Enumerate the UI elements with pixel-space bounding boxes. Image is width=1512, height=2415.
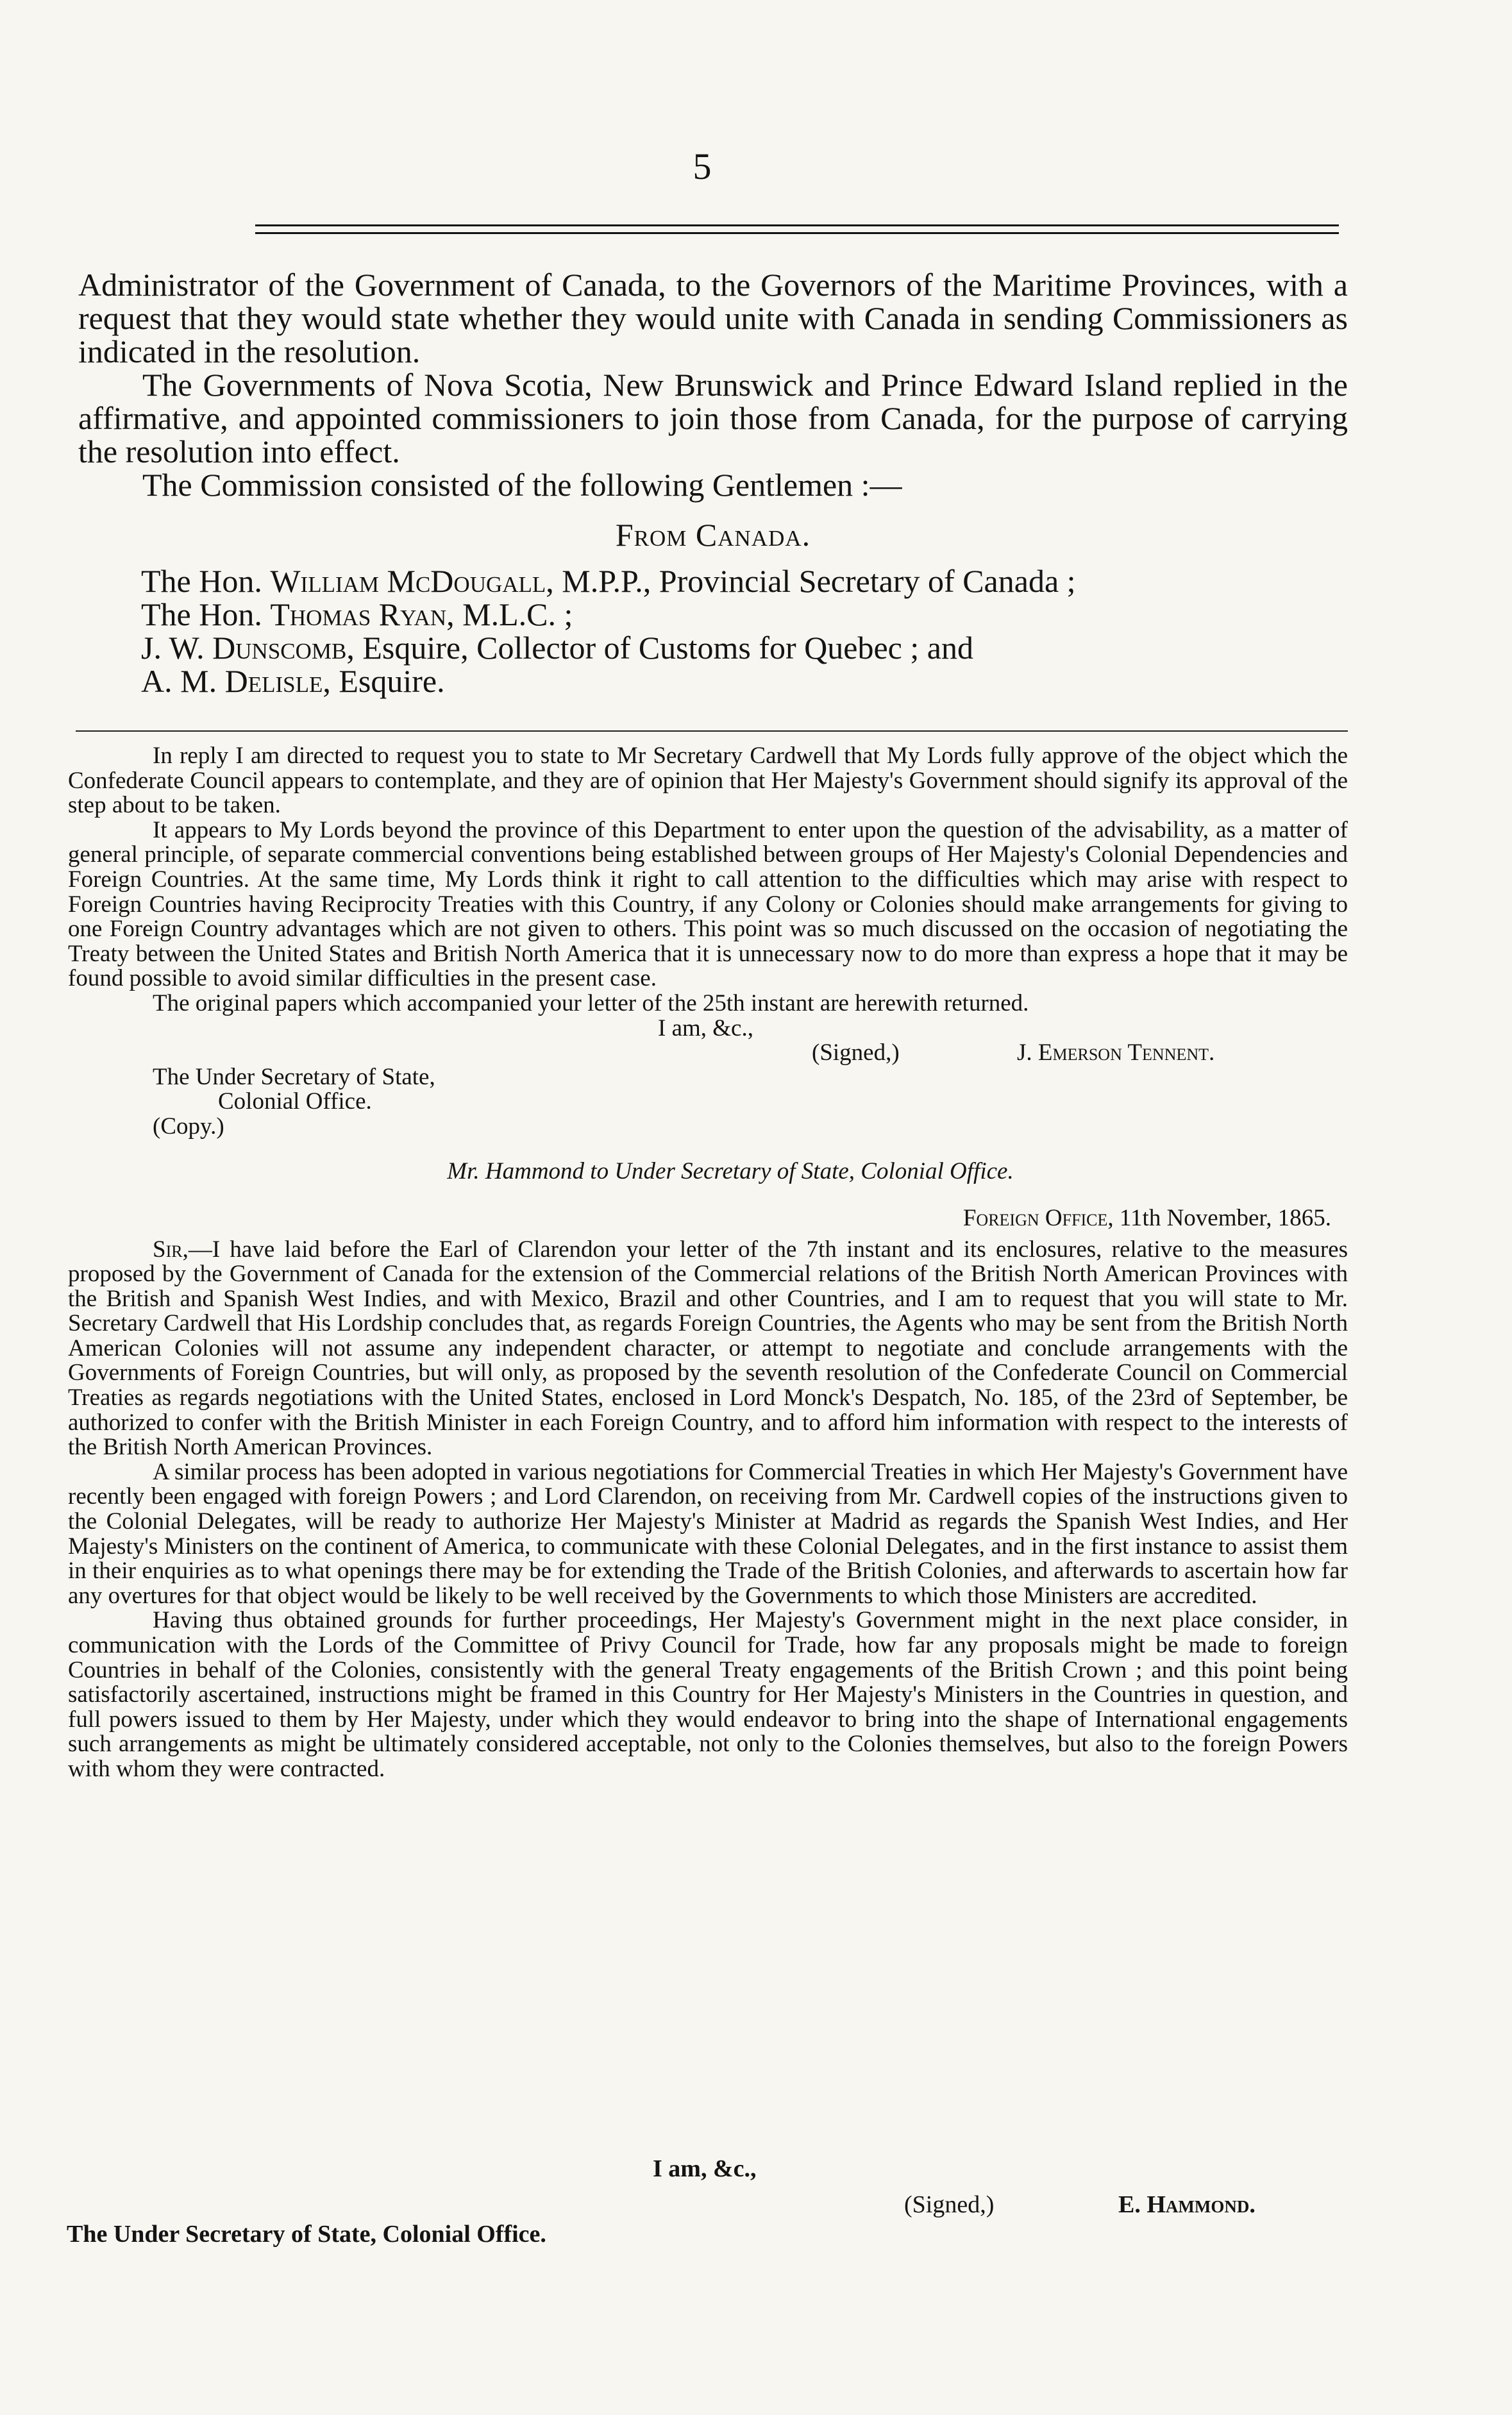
commissioner-entry: The Hon. William McDougall, M.P.P., Provincial Secretary of Canada ; — [141, 563, 1076, 599]
letter-paragraph: A similar process has been adopted in various negotiations for Commercial Treaties in which Her Majesty's Government have recently been engaged with foreign Powers ; and Lord Clarendon, on receiving from Mr. Cardwell copies of the instructions given to the Colonial Delegates, will be ready to authorize Her Majesty's Minister at Madrid as regards the Spanish West Indies, and Her Majesty's Ministers on the continent of America, to communicate with these Colonial Delegates, and in the first instance to assist them in their enquiries as to what openings there may be for extending the Trade of the British Colonies, and afterwards to ascertain how far any overtures for that object would be likely to be well received by the Governments to which those Ministers are accredited. — [68, 1458, 1348, 1609]
narrative-paragraph: The Governments of Nova Scotia, New Brunswick and Prince Edward Island replied in the affirmative, and appointed commissioners to join those from Canada, for the purpose of carrying the resolution into effect. — [78, 367, 1348, 469]
narrative-paragraph: Administrator of the Government of Canada, to the Governors of the Maritime Provinces, with a request that they would state whether they would unite with Canada in sending Commissioners as indicated in the resolution. — [78, 267, 1348, 369]
closing-phrase: I am, &c., — [653, 2155, 757, 2182]
signer-name: J. Emerson Tennent. — [1017, 1039, 1215, 1066]
copy-label: (Copy.) — [153, 1113, 224, 1140]
commissioner-entry: J. W. Dunscomb, Esquire, Collector of Customs for Quebec ; and — [141, 630, 973, 666]
hammond-closing — [0, 2155, 1512, 2251]
salutation: Sir, — [153, 1236, 189, 1263]
signed-label: (Signed,) — [904, 2191, 995, 2218]
signer-name: E. Hammond. — [1118, 2191, 1256, 2218]
section-divider — [76, 730, 1348, 732]
letter-paragraph: Having thus obtained grounds for further proceedings, Her Majesty's Government might in the next place consider, in communication with the Lords of the Committee of Privy Council for Trade, how far any proposals might be made to foreign Countries in behalf of the Colonies, consistently with the general Treaty engagements of the British Crown ; and this point being satisfactorily ascertained, instructions might be framed in this Country for Her Majesty's Ministers in the Countries in question, and full powers issued to them by Her Majesty, under which they would endeavor to bring into the shape of International engagements such arrangements as might be ultimately considered acceptable, not only to the Colonies themselves, but also to the foreign Powers with whom they were contracted. — [68, 1607, 1348, 1782]
commissioner-entry: The Hon. Thomas Ryan, M.L.C. ; — [141, 596, 573, 632]
letter-paragraph: Sir,—I have laid before the Earl of Clarendon your letter of the 7th instant and its enclosures, relative to the measures proposed by the Government of Canada for the extension of the Commercial relations of the British North American Provinces with the British and Spanish West Indies, and with Mexico, Brazil and other Countries, and I am to request that you will state to Mr. Secretary Cardwell that His Lordship concludes that, as regards Foreign Countries, the Agents who may be sent from the British North American Colonies will not assume any independent character, or attempt to negotiate and conclude arrangements with the Governments of Foreign Countries, but will only, as proposed by the seventh resolution of the Confederate Council on Commercial Treaties as regards negotiations with the United States, enclosed in Lord Monck's Despatch, No. 185, of the 23rd of September, be authorized to confer with the British Minister in each Foreign Country, and to afford him information with respect to the interests of the British North American Provinces. — [68, 1236, 1348, 1461]
addressee-line: Colonial Office. — [218, 1088, 372, 1115]
header-double-rule — [255, 224, 1339, 234]
letter-paragraph: The original papers which accompanied your letter of the 25th instant are herewith returned. — [153, 989, 1029, 1016]
correspondence — [68, 744, 1348, 1782]
letter-closing-row — [68, 1016, 1348, 1041]
addressee-line: The Under Secretary of State, — [153, 1063, 435, 1090]
commissioner-entry: A. M. Delisle, Esquire. — [141, 663, 445, 699]
letter-paragraph: In reply I am directed to request you to state to Mr Secretary Cardwell that My Lords fully approve of the object which the Confederate Council appears to contemplate, and they are of opinion that Her Majesty's Government should signify its approval of the step about to be taken. — [68, 743, 1348, 819]
narrative-paragraph: The Commission consisted of the following Gentlemen :— — [142, 467, 902, 503]
dateline: Foreign Office, 11th November, 1865. — [962, 1204, 1331, 1231]
signed-label: (Signed,) — [812, 1039, 900, 1066]
page-number: 5 — [693, 146, 712, 187]
section-heading-from-canada: From Canada. — [615, 517, 811, 553]
letter-title: Mr. Hammond to Under Secretary of State, Colonial Office. — [447, 1158, 1014, 1185]
signature-row — [68, 1041, 1348, 1065]
letter-paragraph: It appears to My Lords beyond the province of this Department to enter upon the question of the advisability, as a matter of general principle, of separate commercial conventions being established between groups of Her Majesty's Colonial Dependencies and Foreign Countries. At the same time, My Lords think it right to call attention to the difficulties which may arise with respect to Foreign Countries having Reciprocity Treaties with this Country, if any Colony or Colonies should make arrangements for giving to one Foreign Country advantages which are not given to others. This point was so much discussed on the occasion of negotiating the Treaty between the United States and British North America that it is unnecessary now to do more than express a hope that it may be found possible to avoid similar difficulties in the present case. — [68, 816, 1348, 992]
commission-narrative — [78, 268, 1348, 698]
addressee-line: The Under Secretary of State, Colonial Office. — [67, 2221, 546, 2248]
closing-phrase: I am, &c., — [658, 1014, 753, 1041]
